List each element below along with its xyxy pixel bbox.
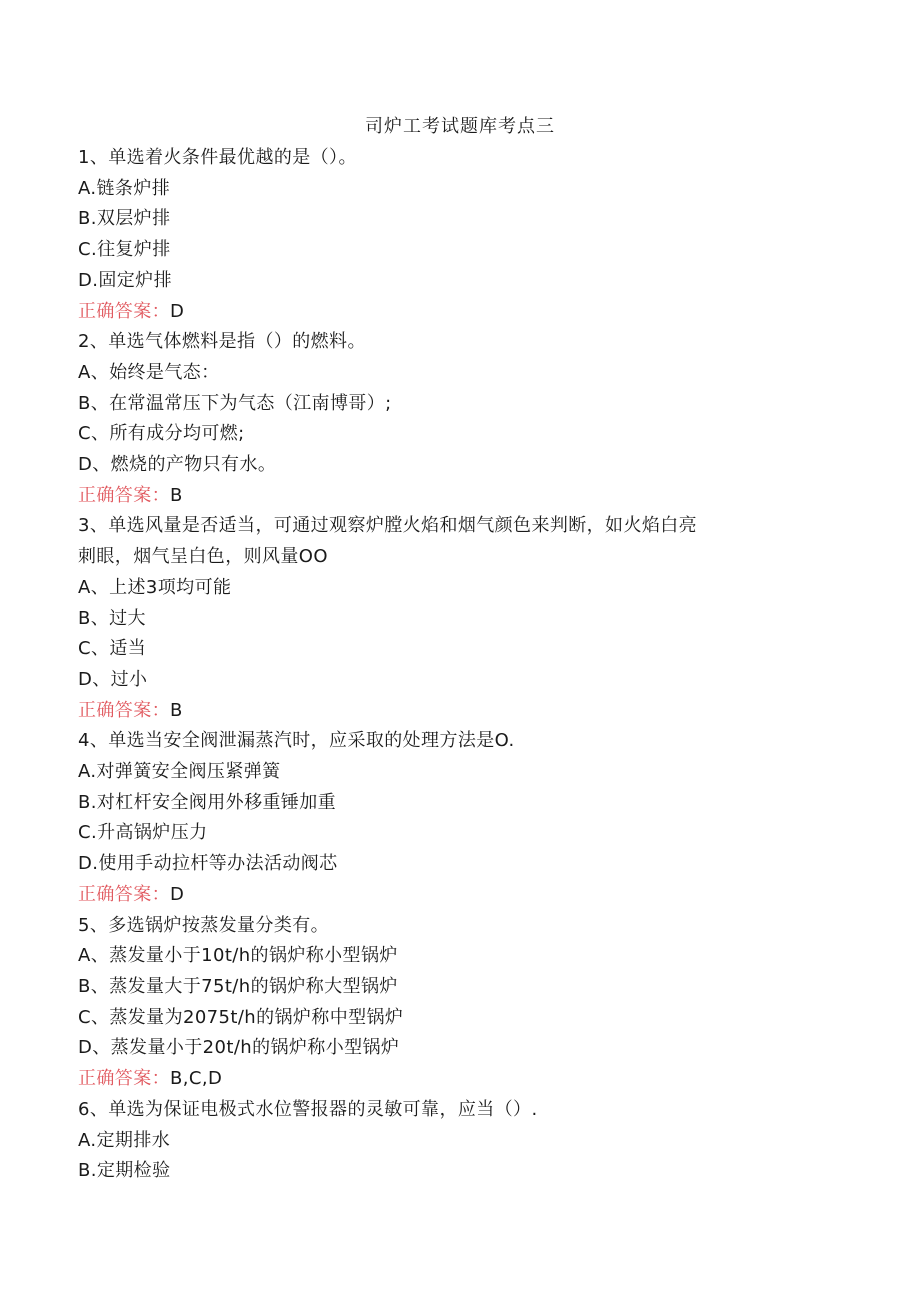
question-stem: 6、单选为保证电极式水位警报器的灵敏可靠，应当（）. <box>78 1098 538 1120</box>
option: B.双层炉排 <box>78 208 171 230</box>
option: A.对弹簧安全阀压紧弹簧 <box>78 761 281 783</box>
correct-answer <box>78 297 768 328</box>
option: B、在常温常压下为气态（江南博哥）; <box>78 392 392 414</box>
answer-label: 正确答案： <box>78 484 170 506</box>
answer-label: 正确答案： <box>78 699 170 721</box>
answer-value: B,C,D <box>170 1068 223 1090</box>
question-stem: 4、单选当安全阀泄漏蒸汽时，应采取的处理方法是O. <box>78 730 515 752</box>
option: B.定期检验 <box>78 1160 171 1182</box>
question-stem: 5、多选锅炉按蒸发量分类有。 <box>78 914 330 936</box>
option: A、始终是气态： <box>78 361 220 383</box>
question-stem: 1、单选着火条件最优越的是（）。 <box>78 147 357 168</box>
answer-label: 正确答案： <box>78 1068 170 1090</box>
option: B.对杠杆安全阀用外移重锤加重 <box>78 791 337 813</box>
option: B、蒸发量大于75t∕h的锅炉称大型锅炉 <box>78 975 398 997</box>
document-title: 司炉工考试题库考点三 <box>365 116 555 137</box>
option: A、上述3项均可能 <box>78 576 232 598</box>
question-stem-line-2: 刺眼，烟气呈白色，则风量OO <box>78 546 328 568</box>
option: C.往复炉排 <box>78 239 171 261</box>
correct-answer <box>78 481 768 512</box>
option: D、过小 <box>78 668 148 690</box>
option: A、蒸发量小于10t∕h的锅炉称小型锅炉 <box>78 945 398 967</box>
correct-answer <box>78 1064 768 1095</box>
option: D.使用手动拉杆等办法活动阀芯 <box>78 853 338 875</box>
option: B、过大 <box>78 607 146 629</box>
option: D、燃烧的产物只有水。 <box>78 454 277 476</box>
question-stem: 2、单选气体燃料是指（）的燃料。 <box>78 331 366 353</box>
option: D.固定炉排 <box>78 269 172 291</box>
correct-answer <box>78 880 768 911</box>
answer-label: 正确答案： <box>78 300 170 322</box>
answer-value: D <box>170 883 185 905</box>
option: A.链条炉排 <box>78 177 171 199</box>
option: C、蒸发量为2075t∕h的锅炉称中型锅炉 <box>78 1006 404 1028</box>
answer-label: 正确答案： <box>78 883 170 905</box>
question-stem-line-1: 3、单选风量是否适当，可通过观察炉膛火焰和烟气颜色来判断，如火焰白亮 <box>78 515 698 537</box>
answer-value: B <box>170 699 183 721</box>
option: A.定期排水 <box>78 1129 171 1151</box>
answer-value: B <box>170 484 183 506</box>
option: C.升高锅炉压力 <box>78 822 208 844</box>
option: C、所有成分均可燃; <box>78 423 245 445</box>
question-list <box>78 143 768 1187</box>
option: C、适当 <box>78 638 147 660</box>
option: D、蒸发量小于20t∕h的锅炉称小型锅炉 <box>78 1037 400 1059</box>
answer-value: D <box>170 300 185 322</box>
correct-answer <box>78 696 768 727</box>
